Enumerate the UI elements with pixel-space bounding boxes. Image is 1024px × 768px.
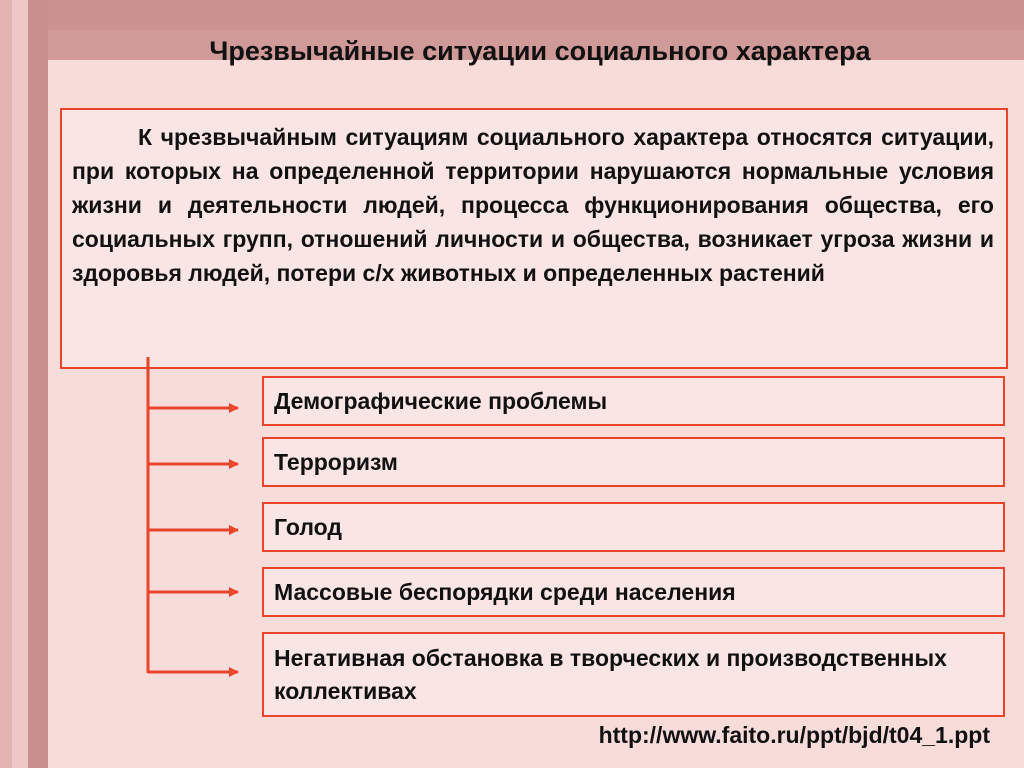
category-label: Терроризм xyxy=(274,448,398,475)
category-label: Демографические проблемы xyxy=(274,387,608,414)
source-url-link[interactable]: http://www.faito.ru/ppt/bjd/t04_1.ppt xyxy=(598,722,990,748)
category-label: Массовые беспорядки среди населения xyxy=(274,578,736,605)
category-box-negative-environment xyxy=(262,632,1005,717)
category-box-terrorism xyxy=(262,437,1005,487)
category-box-riots xyxy=(262,567,1005,617)
category-label: Голод xyxy=(274,513,343,540)
definition-box: К чрезвычайным ситуациям социального характера относятся ситуации, при которых на определенной территории нарушаются нормальные условия жизни и деятельности людей, процесса функционирования общества, его социальных групп, отношений личности и общества, возникает угроза жизни и здоровья людей, потери с/х животных и определенных растений xyxy=(60,108,1008,369)
category-box-famine xyxy=(262,502,1005,552)
category-label: Негативная обстановка в творческих и производственных коллективах xyxy=(274,644,947,704)
slide-title: Чрезвычайные ситуации социального характера xyxy=(209,36,871,66)
category-box-demographic xyxy=(262,376,1005,426)
